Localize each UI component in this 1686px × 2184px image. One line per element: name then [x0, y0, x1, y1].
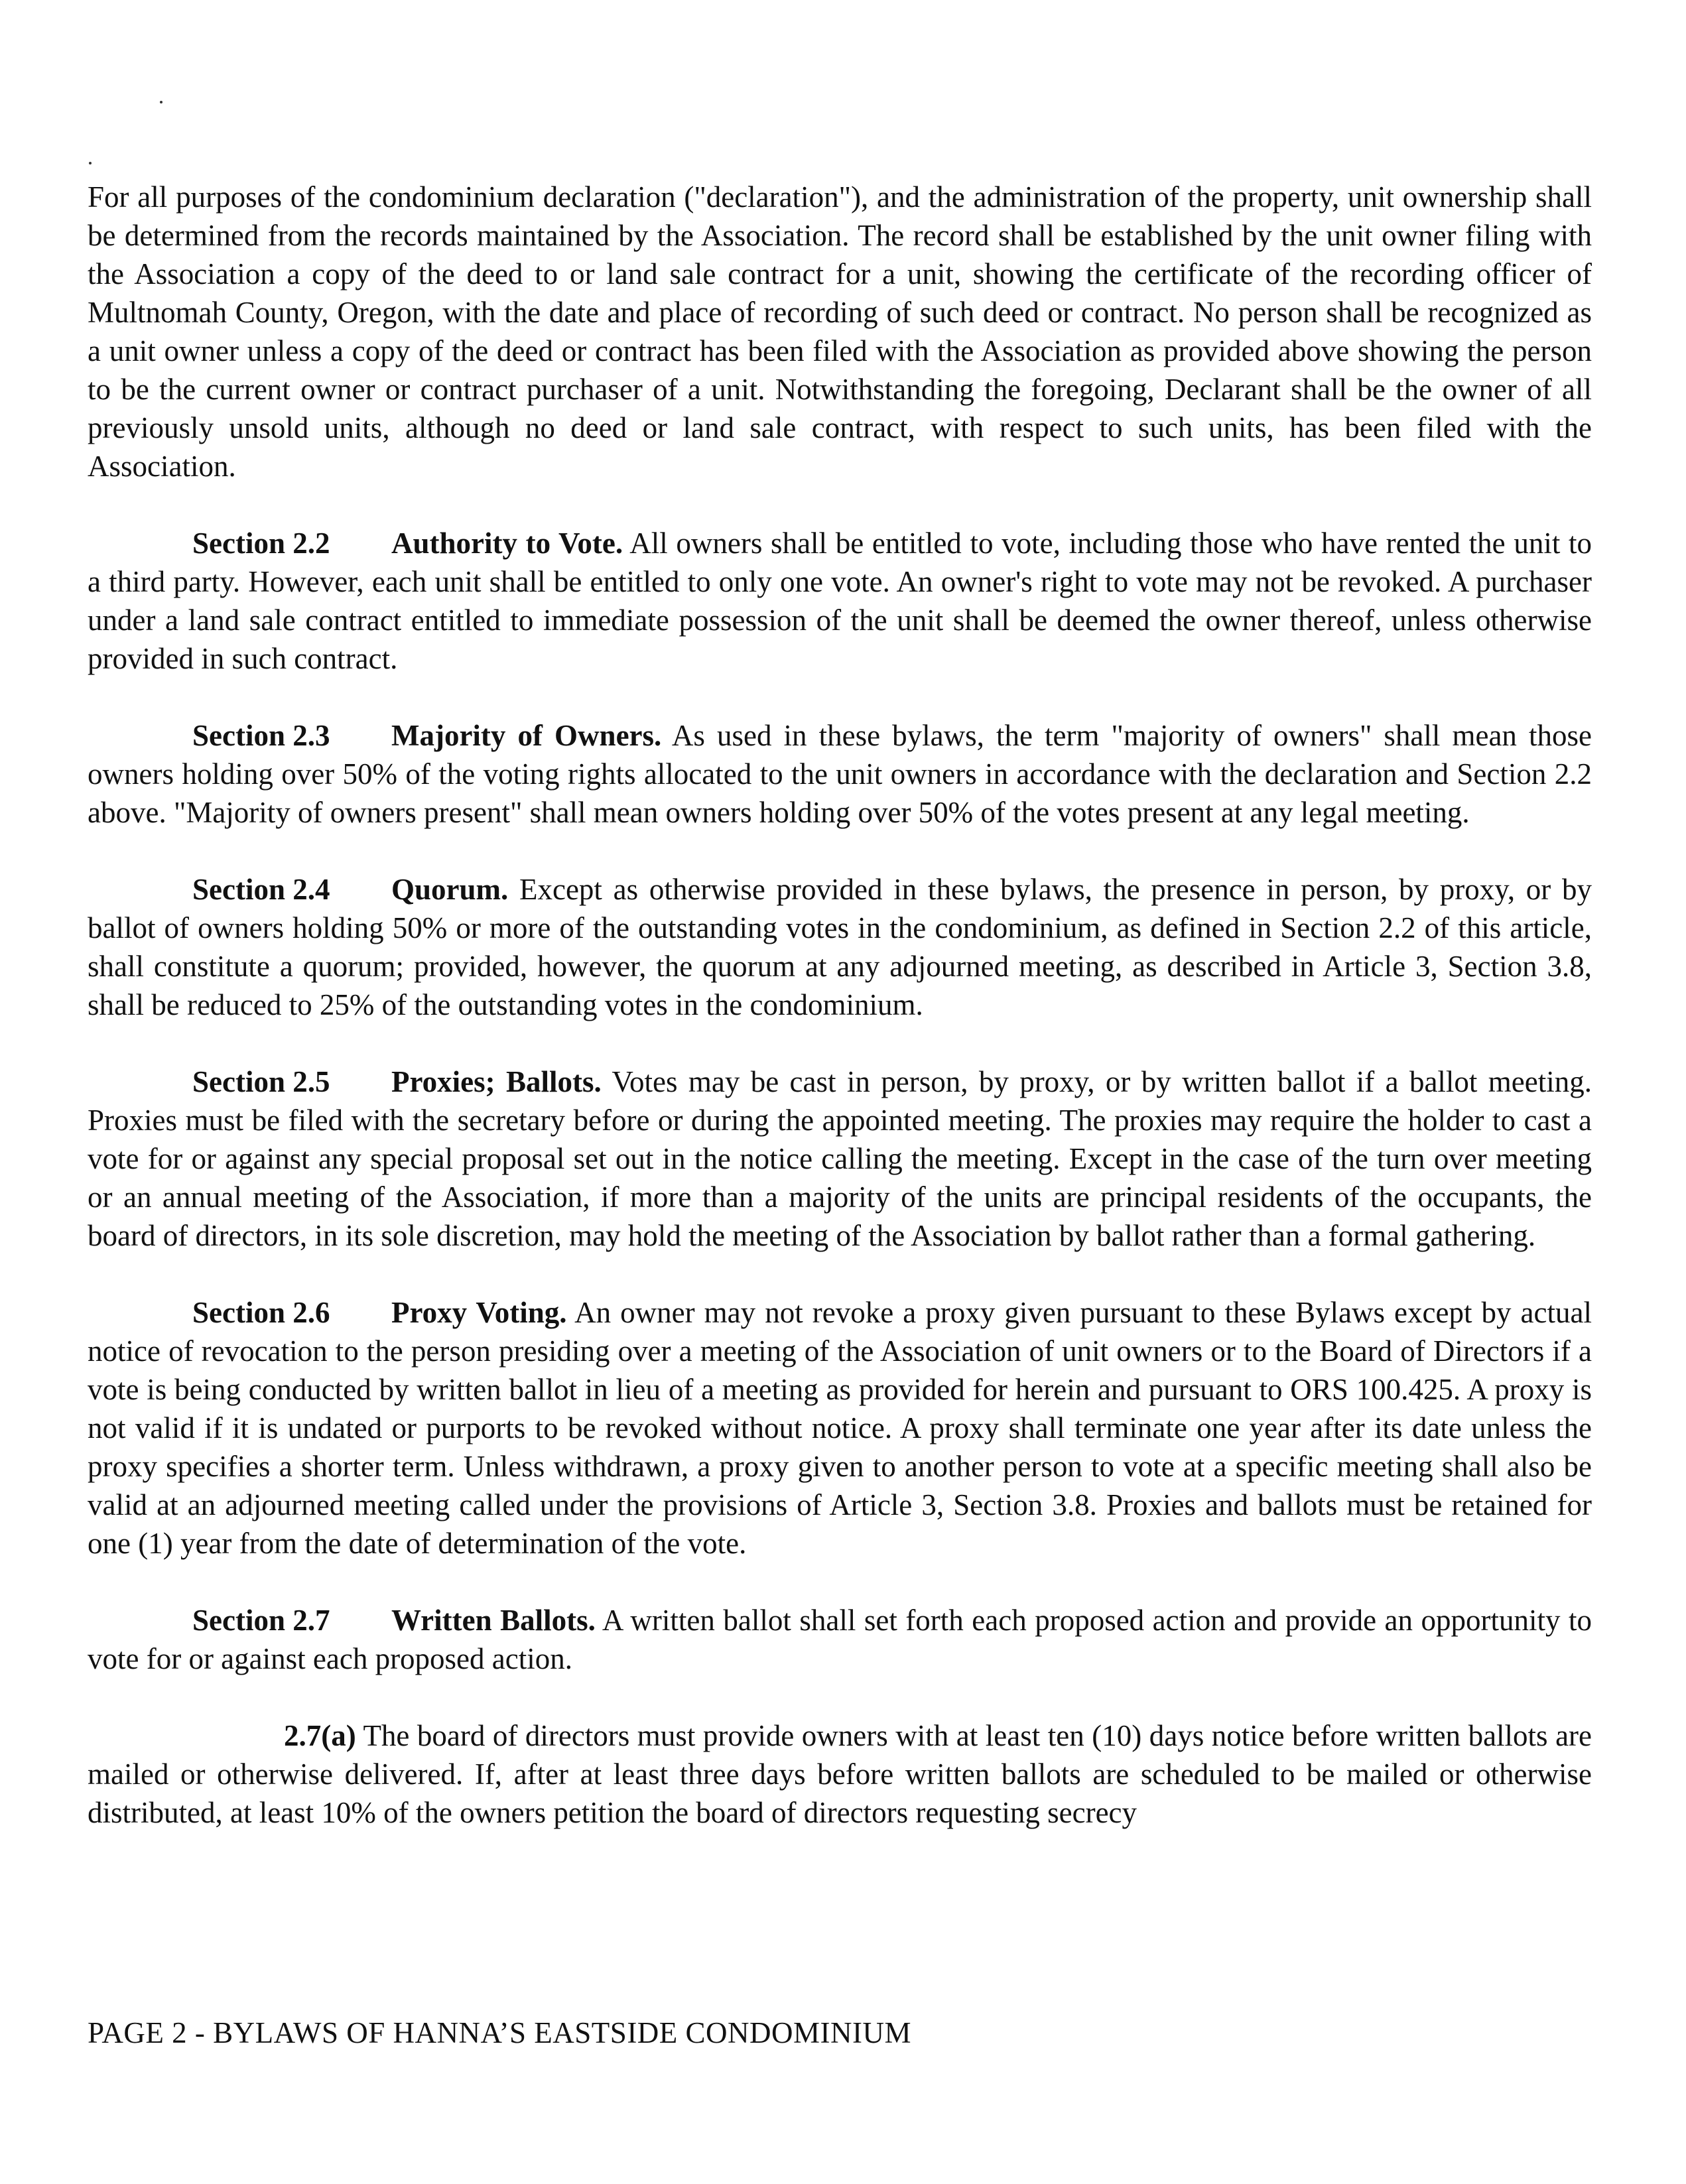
scan-speck	[160, 101, 162, 103]
section-2-5: Section 2.5 Proxies; Ballots. Votes may be cast in person, by proxy, or by written ballot if a ballot meeting. Proxies must be filed with the secretary before or during the appointed meeting. The proxies may require the holder to cast a vote for or against any special proposal set out in the notice calling the meeting. Except in the case of the turn over meeting or an annual meeting of the Association, if more than a majority of the units are principal residents of the occupants, the board of directors, in its sole discretion, may hold the meeting of the Association by ballot rather than a formal gathering.	[88, 1062, 1592, 1255]
section-2-3: Section 2.3 Majority of Owners. As used in these bylaws, the term "majority of owners" shall mean those owners holding over 50% of the voting rights allocated to the unit owners in accordance with the declaration and Section 2.2 above. "Majority of owners present" shall mean owners holding over 50% of the votes present at any legal meeting.	[88, 716, 1592, 832]
section-number: Section 2.5	[192, 1065, 330, 1098]
scan-speck	[89, 162, 92, 164]
section-title: Quorum	[391, 873, 501, 906]
section-number: Section 2.2	[192, 527, 330, 560]
section-body: All owners shall be entitled to vote, including those who have rented the unit to a third party. However, each unit shall be entitled to only one vote. An owner's right to vote may not be revoked. A purchaser under a land sale contract entitled to immediate possession of the unit shall be deemed the owner thereof, unless otherwise provided in such contract.	[88, 527, 1592, 675]
subsection-2-7a	[88, 1716, 1592, 1832]
section-title: Majority of Owners	[391, 719, 655, 752]
intro-paragraph: For all purposes of the condominium declaration ("declaration"), and the administration of the property, unit ownership shall be determined from the records maintained by the Association. The record shall be established by the unit owner filing with the Association a copy of the deed to or land sale contract for a unit, showing the certificate of the recording officer of Multnomah County, Oregon, with the date and place of recording of such deed or contract. No person shall be recognized as a unit owner unless a copy of the deed or contract has been filed with the Association as provided above showing the person to be the current owner or contract purchaser of a unit. Notwithstanding the foregoing, Declarant shall be the owner of all previously unsold units, although no deed or land sale contract, with respect to such units, has been filed with the Association.	[88, 180, 1592, 483]
section-2-7: Section 2.7 Written Ballots. A written ballot shall set forth each proposed action and provide an opportunity to vote for or against each proposed action.	[88, 1601, 1592, 1678]
subsection-number: 2.7(a)	[284, 1719, 356, 1752]
section-title: Authority to Vote	[391, 527, 616, 560]
section-2-6: Section 2.6 Proxy Voting. An owner may not revoke a proxy given pursuant to these Bylaws except by actual notice of revocation to the person presiding over a meeting of the Association of unit owners or to the Board of Directors if a vote is being conducted by written ballot in lieu of a meeting as provided for herein and pursuant to ORS 100.425. A proxy is not valid if it is undated or purports to be revoked without notice. A proxy shall terminate one year after its date unless the proxy specifies a shorter term. Unless withdrawn, a proxy given to another person to vote at a specific meeting shall also be valid at an adjourned meeting called under the provisions of Article 3, Section 3.8. Proxies and ballots must be retained for one (1) year from the date of determination of the vote.	[88, 1293, 1592, 1563]
section-body: Votes may be cast in person, by proxy, or by written ballot if a ballot meeting. Proxies must be filed with the secretary before or during the appointed meeting. The proxies may require the holder to cast a vote for or against any special proposal set out in the notice calling the meeting. Except in the case of the turn over meeting or an annual meeting of the Association, if more than a majority of the units are principal residents of the occupants, the board of directors, in its sole discretion, may hold the meeting of the Association by ballot rather than a formal gathering.	[88, 1065, 1592, 1252]
section-body: Except as otherwise provided in these bylaws, the presence in person, by proxy, or by ballot of owners holding 50% or more of the outstanding votes in the condominium, as defined in Section 2.2 of this article, shall constitute a quorum; provided, however, the quorum at any adjourned meeting, as described in Article 3, Section 3.8, shall be reduced to 25% of the outstanding votes in the condominium.	[88, 873, 1592, 1021]
section-2-2: Section 2.2 Authority to Vote. All owners shall be entitled to vote, including those who have rented the unit to a third party. However, each unit shall be entitled to only one vote. An owner's right to vote may not be revoked. A purchaser under a land sale contract entitled to immediate possession of the unit shall be deemed the owner thereof, unless otherwise provided in such contract.	[88, 524, 1592, 678]
page-footer: PAGE 2 - BYLAWS OF HANNA’S EASTSIDE CONDOMINIUM	[88, 2016, 912, 2049]
section-number: Section 2.4	[192, 873, 330, 906]
section-body: As used in these bylaws, the term "majority of owners" shall mean those owners holding over 50% of the voting rights allocated to the unit owners in accordance with the declaration and Section 2.2 above. "Majority of owners present" shall mean owners holding over 50% of the votes present at any legal meeting.	[88, 719, 1592, 829]
section-number: Section 2.7	[192, 1604, 330, 1637]
section-2-4: Section 2.4 Quorum. Except as otherwise provided in these bylaws, the presence in person, by proxy, or by ballot of owners holding 50% or more of the outstanding votes in the condominium, as defined in Section 2.2 of this article, shall constitute a quorum; provided, however, the quorum at any adjourned meeting, as described in Article 3, Section 3.8, shall be reduced to 25% of the outstanding votes in the condominium.	[88, 870, 1592, 1024]
section-body: A written ballot shall set forth each proposed action and provide an opportunity to vote for or against each proposed action.	[88, 1604, 1592, 1675]
section-number: Section 2.3	[192, 719, 330, 752]
section-number: Section 2.6	[192, 1296, 330, 1329]
section-title: Written Ballots	[391, 1604, 588, 1637]
section-title: Proxies; Ballots	[391, 1065, 594, 1098]
section-title: Proxy Voting	[391, 1296, 560, 1329]
subsection-body: The board of directors must provide owners with at least ten (10) days notice before written ballots are mailed or otherwise delivered. If, after at least three days before written ballots are scheduled to be mailed or otherwise distributed, at least 10% of the owners petition the board of directors requesting secrecy	[88, 1719, 1592, 1829]
section-body: An owner may not revoke a proxy given pursuant to these Bylaws except by actual notice of revocation to the person presiding over a meeting of the Association of unit owners or to the Board of Directors if a vote is being conducted by written ballot in lieu of a meeting as provided for herein and pursuant to ORS 100.425. A proxy is not valid if it is undated or purports to be revoked without notice. A proxy shall terminate one year after its date unless the proxy specifies a shorter term. Unless withdrawn, a proxy given to another person to vote at a specific meeting shall also be valid at an adjourned meeting called under the provisions of Article 3, Section 3.8. Proxies and ballots must be retained for one (1) year from the date of determination of the vote.	[88, 1296, 1592, 1560]
document-body	[88, 178, 1592, 1870]
